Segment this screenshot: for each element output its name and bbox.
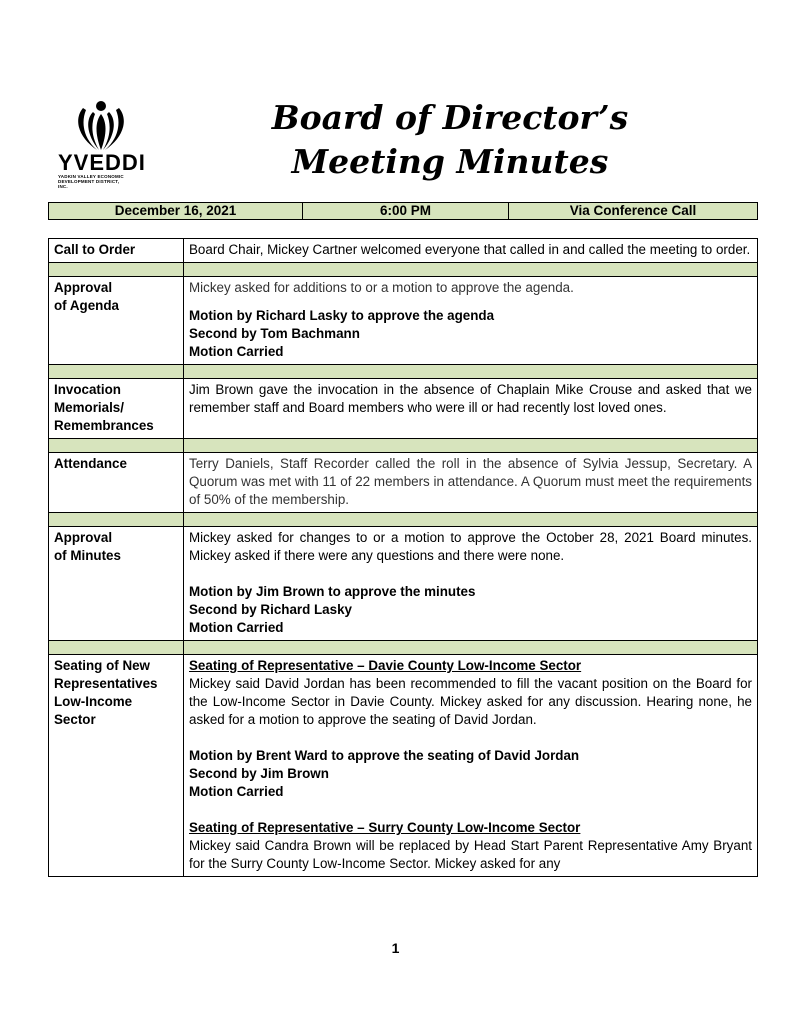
agenda-text: Mickey asked for additions to or a motion to approve the agenda. xyxy=(189,280,574,295)
title-line-1: Board of Director’s xyxy=(271,98,629,137)
agenda-second: Second by Tom Bachmann xyxy=(189,326,360,341)
meeting-date: December 16, 2021 xyxy=(49,203,303,219)
surry-heading: Seating of Representative – Surry County Low-Income Sector xyxy=(189,820,581,835)
spacer-row xyxy=(49,641,758,655)
yveddi-logo xyxy=(52,100,150,190)
davie-motion: Motion by Brent Ward to approve the seating of David Jordan xyxy=(189,748,580,763)
section-label-minutes xyxy=(49,527,184,641)
meeting-location: Via Conference Call xyxy=(569,203,697,218)
section-body-seating xyxy=(184,655,758,877)
document-title xyxy=(250,96,650,184)
spacer-row xyxy=(49,365,758,379)
surry-text: Mickey said Candra Brown will be replaced by Head Start Parent Representative Amy Bryant for the Surry County Low-Income Sector. Mickey asked for any xyxy=(189,838,752,871)
section-label-call-to-order: Call to Order xyxy=(49,239,184,263)
section-label-agenda xyxy=(49,277,184,365)
section-label-invocation xyxy=(49,379,184,439)
minutes-table xyxy=(48,238,758,877)
section-text-call-to-order: Board Chair, Mickey Cartner welcomed everyone that called in and called the meeting to order. xyxy=(184,239,758,263)
davie-result: Motion Carried xyxy=(189,784,284,799)
section-body-minutes xyxy=(184,527,758,641)
table-row xyxy=(49,453,758,513)
label-line: Representatives xyxy=(54,676,158,691)
minutes-result: Motion Carried xyxy=(189,620,284,635)
label-line: Low-Income xyxy=(54,694,133,709)
spacer-row xyxy=(49,263,758,277)
spacer-row xyxy=(49,439,758,453)
table-row xyxy=(49,379,758,439)
agenda-motion: Motion by Richard Lasky to approve the agenda xyxy=(189,308,495,323)
label-line: of Agenda xyxy=(54,298,119,313)
label-line: Seating of New xyxy=(54,658,150,673)
meeting-time: 6:00 PM xyxy=(303,203,509,219)
yveddi-emblem-icon xyxy=(71,100,131,152)
label-line: Sector xyxy=(54,712,96,727)
agenda-result: Motion Carried xyxy=(189,344,284,359)
title-line-2: Meeting Minutes xyxy=(291,142,609,181)
section-text-attendance: Terry Daniels, Staff Recorder called the roll in the absence of Sylvia Jessup, Secretary. A Quorum was met with 11 of 22 members in attendance. A Quorum must meet the requirements of 50% of the membership. xyxy=(184,453,758,513)
davie-text: Mickey said David Jordan has been recommended to fill the vacant position on the Board for the Low-Income Sector in Davie County. Mickey asked for any discussion. Hearing none, he asked for a motion to approve the seating of David Jordan. xyxy=(189,676,752,727)
spacer-row xyxy=(49,513,758,527)
davie-heading: Seating of Representative – Davie County Low-Income Sector xyxy=(189,658,582,673)
label-line: Approval xyxy=(54,530,113,545)
table-row xyxy=(49,655,758,877)
label-line: of Minutes xyxy=(54,548,121,563)
table-row xyxy=(49,239,758,263)
section-body-agenda xyxy=(184,277,758,365)
label-line: Memorials/ xyxy=(54,400,124,415)
minutes-motion: Motion by Jim Brown to approve the minutes xyxy=(189,584,476,599)
page-number: 1 xyxy=(391,940,400,956)
meeting-info-bar xyxy=(48,202,758,220)
table-row xyxy=(49,277,758,365)
table-row xyxy=(49,527,758,641)
section-label-seating xyxy=(49,655,184,877)
logo-name: YVEDDI xyxy=(58,150,146,175)
minutes-second: Second by Richard Lasky xyxy=(189,602,352,617)
section-text-invocation: Jim Brown gave the invocation in the absence of Chaplain Mike Crouse and asked that we remember staff and Board members who were ill or had recently lost loved ones. xyxy=(184,379,758,439)
label-line: Remembrances xyxy=(54,418,154,433)
logo-tagline: YADKIN VALLEY ECONOMIC DEVELOPMENT DISTRICT, INC. xyxy=(58,174,124,189)
minutes-text: Mickey asked for changes to or a motion to approve the October 28, 2021 Board minutes. Mickey asked if there were any questions and there were none. xyxy=(189,530,752,563)
label-line: Approval xyxy=(54,280,113,295)
section-label-attendance: Attendance xyxy=(49,453,184,513)
label-line: Invocation xyxy=(54,382,121,397)
davie-second: Second by Jim Brown xyxy=(189,766,329,781)
